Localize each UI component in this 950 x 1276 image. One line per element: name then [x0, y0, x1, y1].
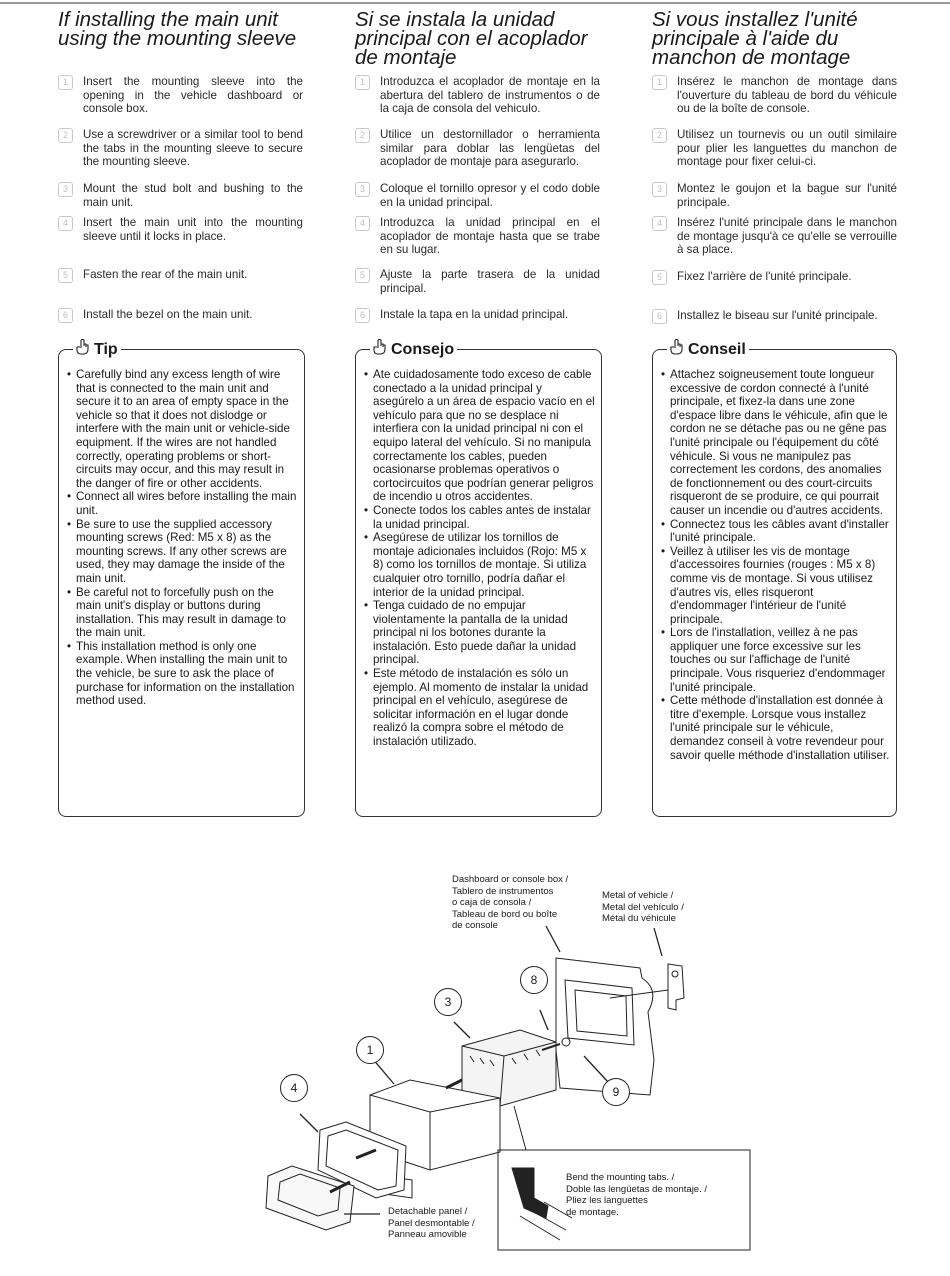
step-2	[652, 128, 897, 169]
step-text: Fixez l'arrière de l'unité principale.	[677, 270, 852, 283]
tip-title: Tip	[94, 341, 118, 358]
column-french	[652, 0, 902, 72]
step-text: Instale la tapa en la unidad principal.	[380, 308, 569, 321]
step-number: 2	[652, 128, 667, 143]
step-5	[58, 268, 303, 282]
pointing-hand-icon	[373, 339, 387, 361]
step-number: 1	[652, 75, 667, 90]
column-title: Si vous installez l'unité principale à l'aide du manchon de montage	[652, 8, 858, 69]
step-number: 2	[58, 128, 73, 143]
column-english	[58, 0, 308, 72]
step-number: 6	[58, 308, 73, 323]
step-6	[652, 309, 897, 323]
callout-1: 1	[356, 1036, 384, 1064]
step-5	[355, 268, 600, 295]
tip-item: • Lors de l'installation, veillez à ne pas appliquer une force excessive sur les touches ou sur l'affichage de l'unité principale. Vous risqueriez d'endommager l'unité principale.	[661, 626, 890, 694]
column-title: If installing the main unit using the mounting sleeve	[58, 8, 297, 50]
step-text: Montez le goujon et la bague sur l'unité principale.	[677, 182, 897, 209]
step-2	[58, 128, 303, 169]
tip-box	[355, 341, 602, 817]
step-5	[652, 270, 897, 284]
installation-diagram	[0, 860, 950, 1276]
tip-box	[652, 341, 897, 817]
callout-3: 3	[434, 988, 462, 1016]
tip-box	[58, 341, 305, 817]
step-3	[58, 182, 303, 209]
step-text: Insert the main unit into the mounting sleeve until it locks in place.	[83, 216, 303, 243]
tip-item: • Connectez tous les câbles avant d'installer l'unité principale.	[661, 518, 890, 545]
step-number: 3	[652, 182, 667, 197]
step-number: 3	[355, 182, 370, 197]
step-text: Use a screwdriver or a similar tool to bend the tabs in the mounting sleeve to secure the mounting sleeve.	[83, 128, 303, 169]
tip-item: • Asegúrese de utilizar los tornillos de montaje adicionales incluidos (Rojo: M5 x 8) como los tornillos de montaje. Si utiliza cualquier otro tornillo, podría dañar el interior de la unidad principal.	[364, 531, 595, 599]
step-text: Introduzca el acoplador de montaje en la abertura del tablero de instrumentos o de la caja de consola del vehiculo.	[380, 75, 600, 116]
step-number: 4	[58, 216, 73, 231]
step-number: 3	[58, 182, 73, 197]
tip-item: • Tenga cuidado de no empujar violentamente la pantalla de la unidad principal ni los botones durante la instalación. Esto puede dañar la unidad principal.	[364, 599, 595, 667]
label-dashboard: Dashboard or console box / Tablero de instrumentos o caja de consola / Tableau de bord ou boîte de console	[452, 874, 569, 931]
step-text: Insert the mounting sleeve into the opening in the vehicle dashboard or console box.	[83, 75, 303, 116]
tip-item: • Ate cuidadosamente todo exceso de cable conectado a la unidad principal y asegúrelo a un área de espacio vacío en el vehículo para que no se desplace ni interfiera con la unidad principal ni con el equipo lateral del vehículo. Si no manipula correctamente los cables, pueden ocasionarse problemas operativos o cortocircuitos que podrían generar peligros de incendio u otros accidentes.	[364, 368, 595, 504]
tip-item: • Cette méthode d'installation est donnée à titre d'exemple. Lorsque vous installez l'unité principale sur le véhicule, demandez conseil à votre revendeur pour savoir quelle méthode d'installation utiliser.	[661, 694, 890, 762]
tip-title: Conseil	[688, 341, 746, 358]
step-number: 6	[652, 309, 667, 324]
tip-item: • Carefully bind any excess length of wire that is connected to the main unit and secure it to an area of empty space in the vehicle so that it does not dislodge or interfere with the main unit or vehicle-side equipment. If the wires are not handled correctly, operating problems or short-circuits may occur, and this may result in the danger of fire or other accidents.	[67, 368, 298, 490]
step-text: Insérez l'unité principale dans le manchon de montage jusqu'à ce qu'elle se verrouille à sa place.	[677, 216, 897, 257]
step-text: Insérez le manchon de montage dans l'ouverture du tableau de bord du véhicule ou de la boîte de console.	[677, 75, 897, 116]
step-number: 1	[355, 75, 370, 90]
tip-header	[667, 339, 749, 361]
pointing-hand-icon	[76, 339, 90, 361]
step-4	[58, 216, 303, 243]
step-3	[652, 182, 897, 209]
label-metal: Metal of vehicle / Metal del vehículo / Métal du véhicule	[602, 890, 684, 924]
step-number: 5	[58, 268, 73, 283]
step-4	[355, 216, 600, 257]
step-text: Install the bezel on the main unit.	[83, 308, 253, 321]
tip-header	[73, 339, 121, 361]
step-number: 5	[355, 268, 370, 283]
step-2	[355, 128, 600, 169]
step-text: Ajuste la parte trasera de la unidad principal.	[380, 268, 600, 295]
step-number: 5	[652, 270, 667, 285]
tip-list	[364, 368, 595, 749]
tip-item: • Attachez soigneusement toute longueur excessive de cordon connecté à l'unité principale, et fixez-la dans une zone d'espace libre dans le véhicule, afin que le cordon ne se détache pas ou ne gêne pas l'unité principale ou l'équipement du côté véhicule. Si vous ne manipulez pas correctement les cordons, des anomalies de fonctionnement ou des court-circuits risqueront de se produire, ce qui pourrait causer un incendie ou d'autres accidents.	[661, 368, 890, 518]
step-6	[58, 308, 303, 322]
step-text: Coloque el tornillo opresor y el codo doble en la unidad principal.	[380, 182, 600, 209]
step-number: 2	[355, 128, 370, 143]
tip-list	[661, 368, 890, 762]
step-text: Utilice un destornillador o herramienta similar para doblar las lengüetas del acoplador de montaje para asegurarlo.	[380, 128, 600, 169]
step-4	[652, 216, 897, 257]
tip-item: • Be careful not to forcefully push on the main unit's display or buttons during installation. This may result in damage to the main unit.	[67, 586, 298, 640]
tip-item: • Connect all wires before installing the main unit.	[67, 490, 298, 517]
column-title: Si se instala la unidad principal con el acoplador de montaje	[355, 8, 588, 69]
label-bend-tabs: Bend the mounting tabs. / Doble las lengüetas de montaje. / Pliez les languettes de montage.	[566, 1172, 708, 1218]
tip-item: • Be sure to use the supplied accessory mounting screws (Red: M5 x 8) as the mounting screws. If any other screws are used, they may damage the inside of the main unit.	[67, 518, 298, 586]
step-number: 6	[355, 308, 370, 323]
callout-9: 9	[602, 1078, 630, 1106]
step-6	[355, 308, 600, 322]
step-3	[355, 182, 600, 209]
step-number: 4	[652, 216, 667, 231]
tip-title: Consejo	[391, 341, 455, 358]
step-text: Mount the stud bolt and bushing to the main unit.	[83, 182, 303, 209]
tip-item: • Conecte todos los cables antes de instalar la unidad principal.	[364, 504, 595, 531]
step-text: Introduzca la unidad principal en el acoplador de montaje hasta que se trabe en su lugar.	[380, 216, 600, 257]
step-text: Installez le biseau sur l'unité principale.	[677, 309, 878, 322]
callout-4: 4	[280, 1074, 308, 1102]
column-spanish	[355, 0, 605, 72]
pointing-hand-icon	[670, 339, 684, 361]
step-text: Fasten the rear of the main unit.	[83, 268, 248, 281]
step-number: 1	[58, 75, 73, 90]
step-number: 4	[355, 216, 370, 231]
tip-item: • This installation method is only one example. When installing the main unit to the vehicle, be sure to ask the place of purchase for information on the installation method used.	[67, 640, 298, 708]
tip-header	[370, 339, 457, 361]
callout-8: 8	[520, 966, 548, 994]
step-1	[652, 75, 897, 116]
tip-item: • Este método de instalación es sólo un ejemplo. Al momento de instalar la unidad principal en el vehículo, asegúrese de solicitar información en el lugar donde realizó la compra sobre el método de instalación utilizado.	[364, 667, 595, 749]
tip-list	[67, 368, 298, 708]
step-1	[58, 75, 303, 116]
tip-item: • Veillez à utiliser les vis de montage d'accessoires fournies (rouges : M5 x 8) comme vis de montage. Si vous utilisez d'autres vis, elles risqueront d'endommager l'intérieur de l'unité principale.	[661, 545, 890, 627]
step-text: Utilisez un tournevis ou un outil similaire pour plier les languettes du manchon de montage pour fixer celui-ci.	[677, 128, 897, 169]
label-detachable-panel: Detachable panel / Panel desmontable / Panneau amovible	[388, 1206, 475, 1240]
step-1	[355, 75, 600, 116]
